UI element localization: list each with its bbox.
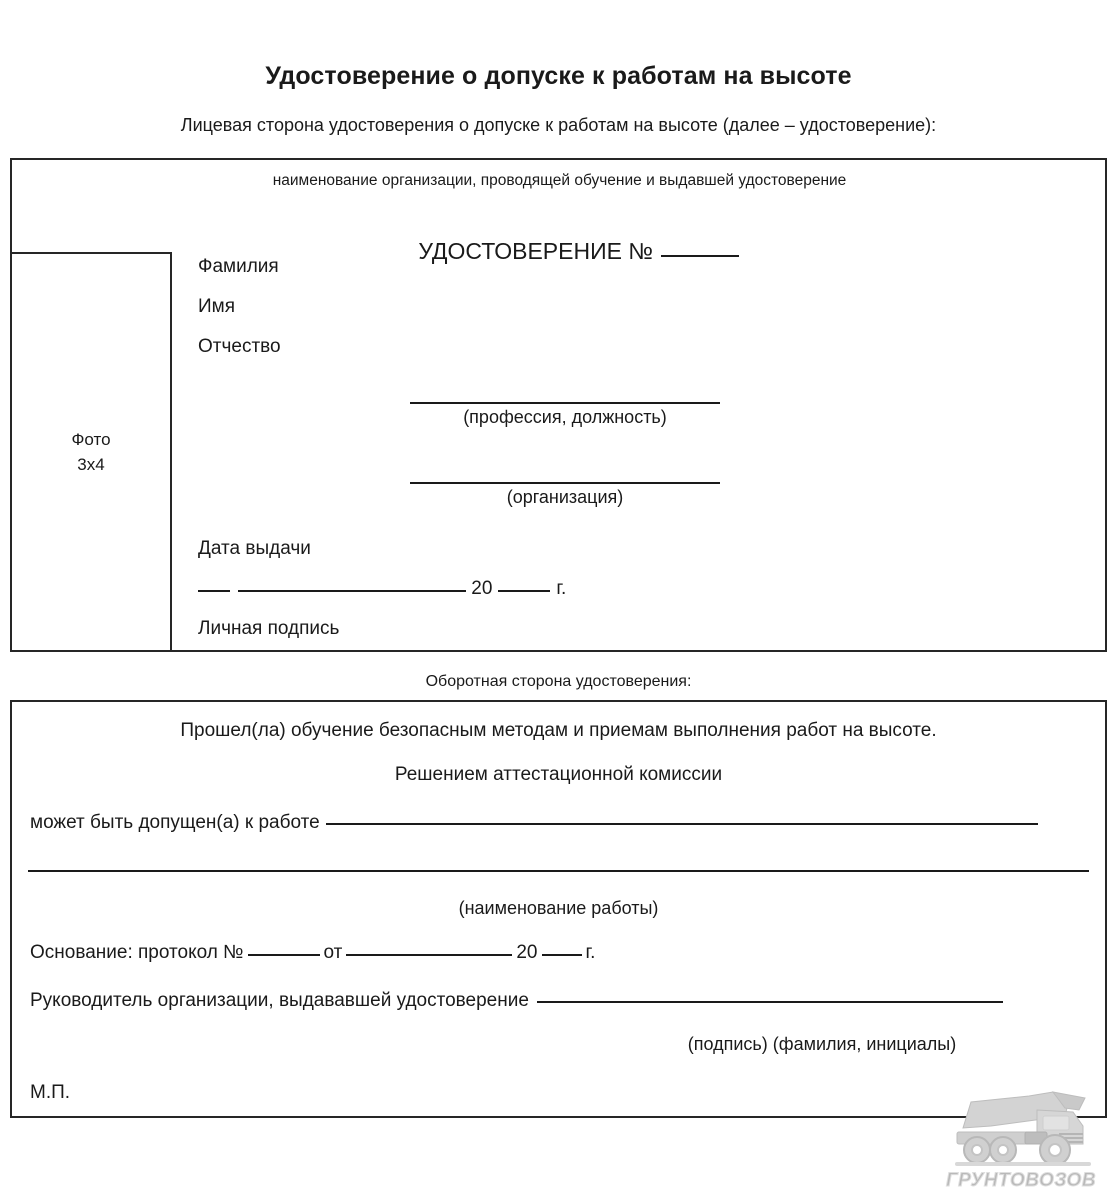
back-side-label: Оборотная сторона удостоверения:	[425, 673, 692, 690]
certificate-number-label: УДОСТОВЕРЕНИЕ №	[418, 238, 654, 264]
organization-field-caption: (организация)	[506, 487, 624, 507]
certificate-front-card	[10, 158, 1107, 652]
personal-signature-label: Личная подпись	[198, 618, 340, 639]
basis-protocol-row	[30, 942, 595, 964]
work-name-caption: (наименование работы)	[458, 898, 659, 918]
head-of-organization-row	[30, 990, 1003, 1012]
issue-date-label: Дата выдачи	[198, 538, 311, 559]
work-name-blank-line1[interactable]	[326, 823, 1038, 825]
profession-field-group	[410, 402, 720, 428]
basis-prefix-label: Основание: протокол №	[30, 942, 244, 963]
issue-day-blank[interactable]	[198, 590, 230, 592]
head-signature-blank[interactable]	[537, 1001, 1003, 1003]
issue-month-blank[interactable]	[238, 590, 466, 592]
photo-label	[71, 428, 110, 477]
basis-year-prefix: 20	[516, 942, 538, 963]
watermark-brand-text: ГРУНТОВОЗОВ	[945, 1170, 1097, 1191]
protocol-year-blank[interactable]	[542, 954, 582, 956]
field-label-patronymic: Отчество	[198, 336, 281, 357]
page-title: Удостоверение о допуске к работам на высоте	[265, 62, 852, 90]
issue-year-blank[interactable]	[498, 590, 550, 592]
basis-from-label: от	[323, 942, 343, 963]
basis-year-suffix: г.	[585, 942, 596, 963]
profession-caption: (профессия, должность)	[463, 407, 667, 427]
training-statement: Прошел(ла) обучение безопасным методам и приемам выполнения работ на высоте.	[180, 720, 937, 741]
profession-input-rule[interactable]	[410, 402, 720, 404]
organization-field-group	[410, 482, 720, 508]
document-subtitle: Лицевая сторона удостоверения о допуске к работам на высоте (далее – удостоверение):	[180, 115, 937, 135]
certificate-number-row	[12, 211, 1107, 292]
admitted-to-work-row	[30, 812, 1038, 834]
certificate-back-card	[10, 700, 1107, 1118]
stamp-place-label: М.П.	[30, 1082, 71, 1103]
issue-year-suffix: г.	[556, 578, 567, 599]
certificate-number-blank[interactable]	[661, 255, 739, 257]
issue-date-row	[198, 578, 566, 600]
issue-year-prefix: 20	[471, 578, 493, 599]
photo-label-line1: Фото	[71, 430, 111, 450]
organization-input-rule[interactable]	[410, 482, 720, 484]
admitted-to-work-label: может быть допущен(а) к работе	[30, 812, 320, 833]
protocol-date-blank[interactable]	[346, 954, 512, 956]
organization-caption: наименование организации, проводящей обучение и выдавшей удостоверение	[272, 172, 847, 189]
signature-caption: (подпись) (фамилия, инициалы)	[687, 1034, 957, 1054]
commission-decision-text: Решением аттестационной комиссии	[394, 764, 723, 785]
photo-placeholder-box	[12, 252, 172, 652]
protocol-number-blank[interactable]	[248, 954, 320, 956]
photo-label-line2: 3x4	[77, 455, 105, 474]
field-label-firstname: Имя	[198, 296, 236, 317]
work-name-blank-line2[interactable]	[28, 870, 1089, 872]
field-label-surname: Фамилия	[198, 256, 279, 277]
head-of-organization-label: Руководитель организации, выдававшей удостоверение	[30, 990, 529, 1011]
